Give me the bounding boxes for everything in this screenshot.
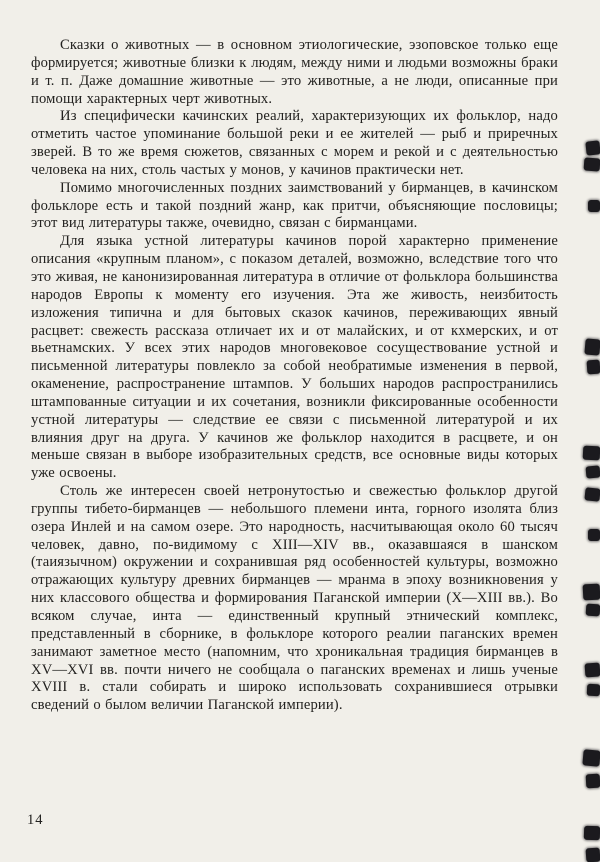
page-text [31, 37, 558, 715]
scan-artifact [588, 529, 600, 541]
scan-artifact [584, 157, 600, 171]
scan-artifact [585, 140, 600, 155]
paragraph: Сказки о животных — в основном этиологические, эзоповское только еще формируется; животные близки к людям, между ними и людьми возможны браки и т. п. Даже домашние животные — это животные, а не люди, описанные при помощи характерных черт животных. [31, 37, 558, 107]
paragraph: Помимо многочисленных поздних заимствований у бирманцев, в качинском фольклоре есть и такой поздний жанр, как притчи, объясняющие пословицы; этот вид литературы также, очевидно, связан с бирманцами. [31, 179, 558, 232]
paragraph: Для языка устной литературы качинов порой характерно применение описания «крупным планом», с показом деталей, возможно, вследствие того что это живая, не канонизированная литература в отличие от фольклора большинства народов Европы к моменту его изучения. Эта же живость, неизбитость изложения типична и для бытовых сказок качинов, переживающих явный расцвет: свежесть рассказа отличает их и от малайских, и от кхмерских, и от вьетнамских. У всех этих народов многовековое сосуществование устной и письменной литературы повлекло за собой необратимые изменения в первой, окаменение, распространение штампов. У больших народов распространились штампованные ситуации и их сочетания, возникли фиксированные особенности устной литературы — следствие ее связи с письменной литературой и их влияния друг на друга. У качинов же фольклор находится в расцвете, и он меньше связан в выборе изобразительных средств, все основные виды которых уже освоены. [31, 233, 558, 482]
scan-artifact [584, 338, 600, 355]
scan-artifact [586, 774, 600, 789]
scan-artifact [585, 662, 600, 677]
page-number: 14 [27, 812, 44, 828]
scan-artifact [582, 749, 600, 766]
paragraph: Из специфически качинских реалий, характеризующих их фольклор, надо отметить частое упоминание большой реки и ее жителей — рыб и приречных зверей. В то же время сюжетов, связанных с морем и рекой и с деятельностью человека на них, столь частых у монов, у качинов практически нет. [31, 108, 558, 178]
scan-artifact [587, 684, 600, 697]
scan-artifact [584, 826, 600, 841]
scan-artifact [586, 465, 600, 478]
scan-artifact [588, 200, 600, 212]
scan-artifact [583, 446, 600, 461]
scan-artifact [583, 584, 600, 601]
scan-artifact [586, 604, 600, 617]
scan-artifact [586, 848, 600, 862]
paragraph: Столь же интересен своей нетронутостью и свежестью фольклор другой группы тибето-бирманцев — небольшого племени инта, горного изолята близ озера Инлей и на самом озере. Это народность, насчитывающая около 60 тысяч человек, давно, по-видимому с XIII—XIV вв., оказавшаяся в шанском (таиязычном) окружении и сохранившая ряд особенностей культуры, возможно отражающих культуру древних бирманцев — мранма в эпоху возникновения у них классового общества и формирования Паганской империи (X—XIII вв.). Во всяком случае, инта — единственный крупный этнический комплекс, представленный в сборнике, в фольклоре которого реалии паганских времен занимают заметное место (напомним, что хроникальная традиция бирманцев в XV—XVI вв. почти ничего не сообщала о паганских временах и лишь ученые XVIII в. стали собирать и широко использовать сохранившиеся отрывки сведений о былом величии Паганской империи). [31, 483, 558, 714]
scan-artifact [587, 360, 600, 375]
scan-artifact [584, 487, 600, 501]
